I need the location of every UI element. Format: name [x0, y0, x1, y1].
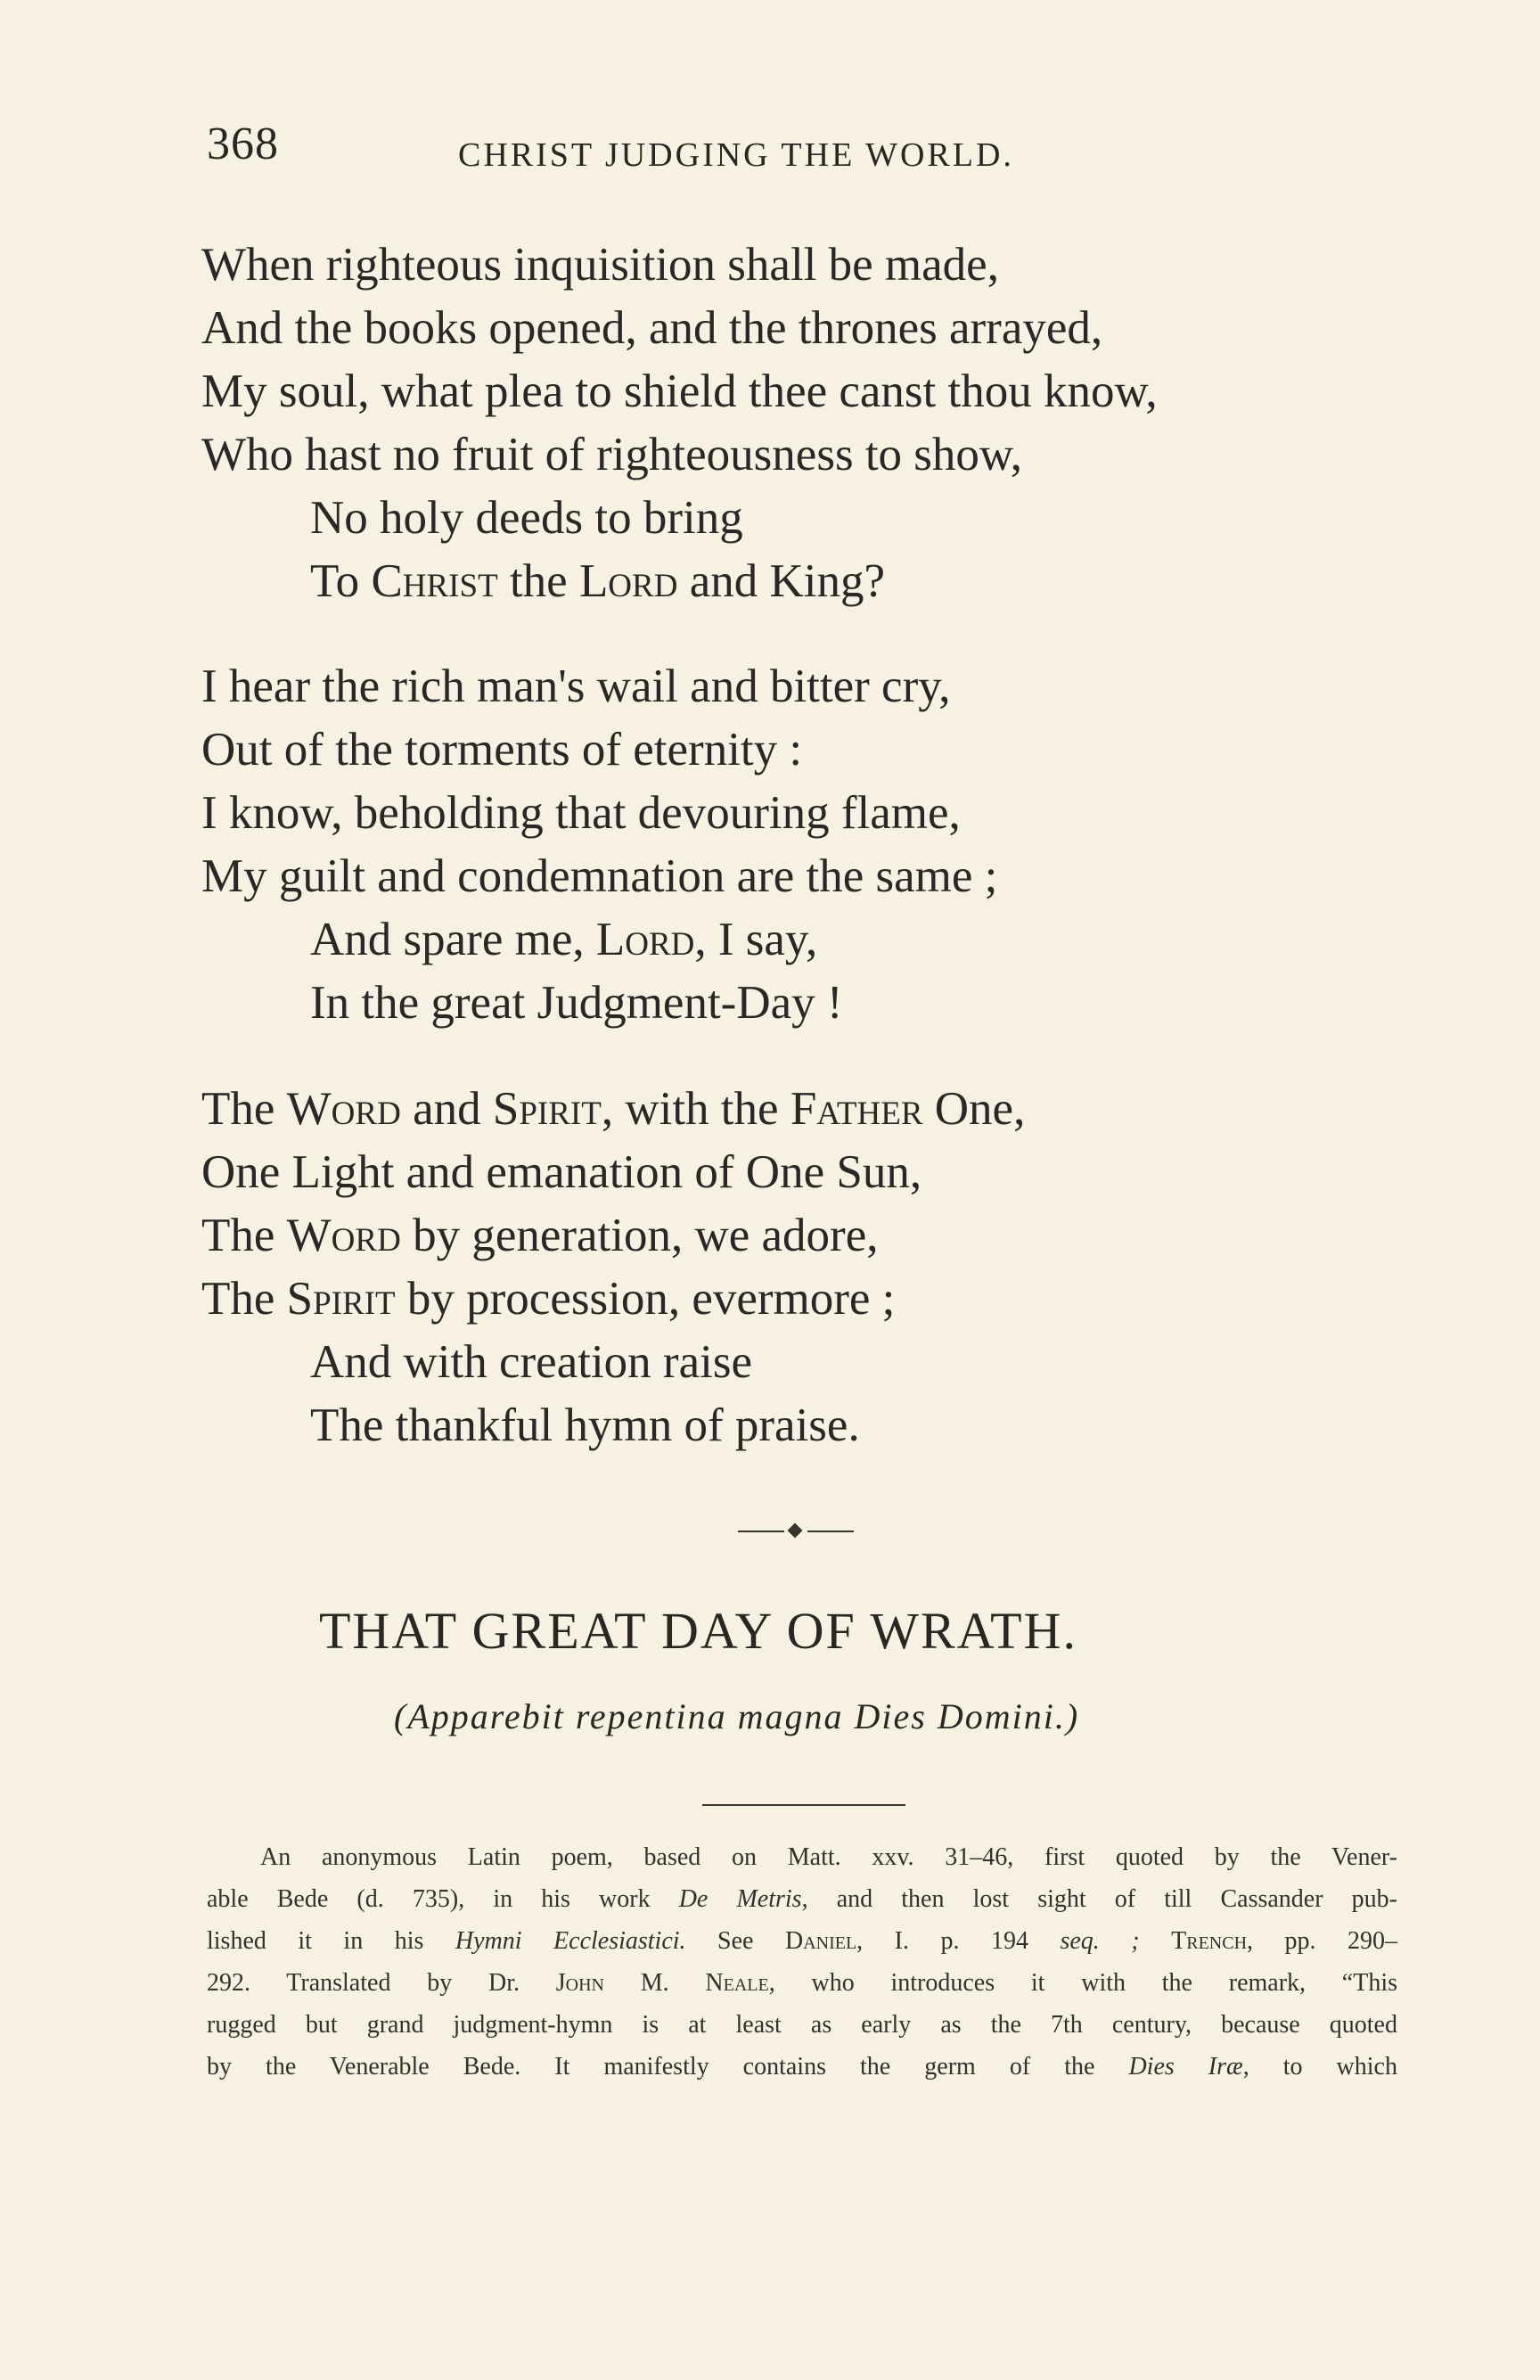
verse-text: And spare me, — [310, 914, 596, 965]
page-header — [207, 118, 1187, 174]
note-small-caps: John M. Neale — [555, 1969, 769, 1997]
verse-text: , I say, — [694, 914, 818, 965]
note-text: See — [685, 1927, 785, 1955]
note-italic: Hymni Ecclesiastici. — [455, 1927, 686, 1955]
verse-line: One Light and emanation of One Sun, — [201, 1146, 922, 1198]
verse-text: and — [400, 1083, 493, 1135]
verse-line: In the great Judgment-Day ! — [310, 977, 843, 1029]
note-text: 292. Translated by Dr. — [207, 1969, 556, 1997]
small-caps-word: Spirit — [286, 1273, 396, 1325]
hymn-title: THAT GREAT DAY OF WRATH. — [319, 1602, 1077, 1660]
note-line: An anonymous Latin poem, based on Matt. xxv. 31–46, first quoted by the Vener- — [260, 1843, 1397, 1871]
verse-line: I know, beholding that devouring flame, — [201, 787, 961, 839]
verse-text: The — [201, 1210, 287, 1261]
small-caps-word: Word — [286, 1083, 401, 1135]
verse-line: My soul, what plea to shield thee canst thou know, — [201, 365, 1158, 417]
note-line — [207, 1962, 1397, 2004]
verse-line: Out of the torments of eternity : — [201, 724, 803, 776]
verse-line: My guilt and condemnation are the same ; — [201, 850, 998, 902]
note-line: rugged but grand judgment-hymn is at least as early as the 7th century, because quoted — [207, 2011, 1397, 2039]
footnote — [207, 1836, 1397, 2088]
verse-line — [201, 1078, 1025, 1141]
section-ornament — [738, 1522, 854, 1540]
note-text: , to which — [1242, 2053, 1397, 2080]
verse-text: , with the — [601, 1083, 790, 1135]
note-text: , and then lost sight of till Cassander pub- — [801, 1885, 1397, 1913]
small-caps-word: Lord — [578, 555, 678, 607]
verse-line: No holy deeds to bring — [310, 492, 743, 544]
stanza-2 — [201, 655, 997, 1035]
note-small-caps: Daniel — [784, 1927, 857, 1955]
note-line — [207, 1878, 1397, 1920]
verse-text: by generation, we adore, — [400, 1210, 879, 1261]
stanza-3 — [201, 1078, 1025, 1457]
small-caps-word: Father — [790, 1083, 923, 1135]
ornament-bar — [738, 1531, 784, 1532]
verse-line: I hear the rich man's wail and bitter cry, — [201, 661, 951, 712]
note-text: , I. p. 194 — [856, 1927, 1061, 1955]
note-small-caps: Trench — [1171, 1927, 1248, 1955]
verse-line — [201, 1204, 1025, 1268]
note-italic: seq. ; — [1060, 1927, 1140, 1955]
stanza-1 — [201, 234, 1158, 613]
verse-text: by procession, evermore ; — [395, 1273, 896, 1325]
note-text: lished it in his — [207, 1927, 455, 1955]
page-number: 368 — [207, 119, 279, 169]
verse-line: The thankful hymn of praise. — [310, 1399, 860, 1451]
running-head: CHRIST JUDGING THE WORLD. — [458, 136, 1014, 174]
ornament-bar — [807, 1531, 854, 1532]
note-text — [1140, 1927, 1172, 1955]
note-line — [207, 1920, 1397, 1962]
verse-line — [201, 550, 1158, 613]
verse-line — [201, 1268, 1025, 1331]
small-caps-word: Word — [286, 1210, 401, 1261]
verse-text: the — [497, 555, 579, 607]
note-text: , who introduces it with the remark, “This — [768, 1969, 1398, 1997]
note-italic: De Metris — [678, 1885, 802, 1913]
small-caps-word: Spirit — [492, 1083, 602, 1135]
note-italic: Dies Iræ — [1128, 2053, 1243, 2080]
verse-text: To — [310, 555, 372, 607]
note-text: , pp. 290– — [1247, 1927, 1398, 1955]
verse-line: And with creation raise — [310, 1336, 752, 1388]
verse-text: and King? — [677, 555, 885, 607]
note-text: by the Venerable Bede. It manifestly contains the germ of the — [207, 2053, 1129, 2080]
hymn-subtitle: (Apparebit repentina magna Dies Domini.) — [394, 1696, 1080, 1736]
verse-text: The — [201, 1273, 287, 1325]
verse-line: And the books opened, and the thrones arrayed, — [201, 302, 1103, 354]
verse-line: Who hast no fruit of righteousness to show, — [201, 429, 1023, 480]
verse-line: When righteous inquisition shall be made, — [201, 239, 999, 291]
small-caps-word: Christ — [371, 555, 498, 607]
verse-line — [201, 908, 997, 972]
title-rule — [702, 1804, 905, 1806]
verse-text: The — [201, 1083, 287, 1135]
small-caps-word: Lord — [595, 914, 695, 965]
ornament-diamond-icon — [788, 1523, 803, 1539]
note-text: able Bede (d. 735), in his work — [207, 1885, 679, 1913]
note-line — [207, 2046, 1397, 2088]
verse-text: One, — [922, 1083, 1026, 1135]
